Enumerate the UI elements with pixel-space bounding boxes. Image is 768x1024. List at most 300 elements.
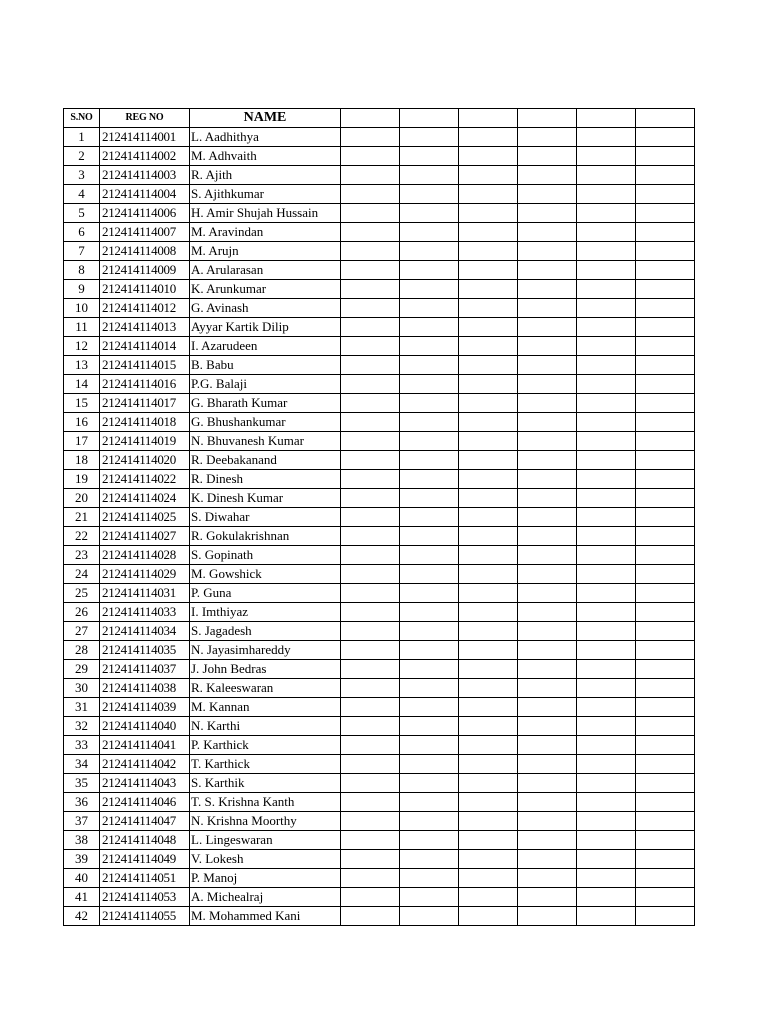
name-cell: M. Aravindan	[190, 223, 341, 242]
blank-cell	[341, 432, 400, 451]
blank-cell	[518, 394, 577, 413]
blank-cell	[577, 774, 636, 793]
name-cell: A. Michealraj	[190, 888, 341, 907]
blank-cell	[636, 451, 695, 470]
regno-cell: 212414114051	[100, 869, 190, 888]
blank-cell	[341, 185, 400, 204]
blank-cell	[459, 394, 518, 413]
blank-cell	[341, 546, 400, 565]
name-cell: R. Deebakanand	[190, 451, 341, 470]
table-row	[64, 413, 695, 432]
table-row	[64, 318, 695, 337]
table-row	[64, 356, 695, 375]
blank-cell	[400, 280, 459, 299]
blank-cell	[636, 489, 695, 508]
sno-cell: 31	[64, 698, 100, 717]
blank-cell	[341, 394, 400, 413]
blank-cell	[577, 869, 636, 888]
blank-cell	[459, 375, 518, 394]
regno-cell: 212414114006	[100, 204, 190, 223]
blank-cell	[341, 413, 400, 432]
blank-cell	[636, 185, 695, 204]
sno-cell: 3	[64, 166, 100, 185]
blank-cell	[636, 622, 695, 641]
blank-cell	[341, 907, 400, 926]
name-cell: S. Karthik	[190, 774, 341, 793]
blank-cell	[636, 166, 695, 185]
name-cell: M. Adhvaith	[190, 147, 341, 166]
blank-cell	[400, 755, 459, 774]
sno-cell: 35	[64, 774, 100, 793]
blank-cell	[577, 318, 636, 337]
blank-cell	[459, 337, 518, 356]
regno-cell: 212414114039	[100, 698, 190, 717]
blank-cell	[636, 508, 695, 527]
blank-cell	[459, 451, 518, 470]
blank-cell	[577, 375, 636, 394]
regno-cell: 212414114037	[100, 660, 190, 679]
sno-cell: 23	[64, 546, 100, 565]
blank-cell	[518, 280, 577, 299]
name-cell: K. Arunkumar	[190, 280, 341, 299]
blank-cell	[577, 185, 636, 204]
regno-header: REG NO	[100, 109, 190, 128]
blank-cell	[459, 907, 518, 926]
table-row	[64, 736, 695, 755]
table-row	[64, 223, 695, 242]
table-row	[64, 565, 695, 584]
name-cell: R. Dinesh	[190, 470, 341, 489]
blank-cell	[459, 736, 518, 755]
blank-cell	[636, 888, 695, 907]
table-row	[64, 242, 695, 261]
blank-cell	[400, 565, 459, 584]
blank-cell	[459, 432, 518, 451]
blank-cell	[636, 204, 695, 223]
blank-cell	[459, 793, 518, 812]
blank-cell	[518, 451, 577, 470]
blank-cell	[341, 584, 400, 603]
blank-cell	[577, 546, 636, 565]
blank-cell	[400, 413, 459, 432]
blank-cell	[459, 698, 518, 717]
blank-cell	[400, 204, 459, 223]
sno-cell: 42	[64, 907, 100, 926]
blank-cell	[341, 223, 400, 242]
blank-header-cell	[518, 109, 577, 128]
sno-cell: 9	[64, 280, 100, 299]
table-row	[64, 128, 695, 147]
blank-cell	[577, 641, 636, 660]
blank-cell	[636, 242, 695, 261]
name-cell: N. Krishna Moorthy	[190, 812, 341, 831]
blank-cell	[577, 470, 636, 489]
name-cell: B. Babu	[190, 356, 341, 375]
sno-cell: 19	[64, 470, 100, 489]
table-row	[64, 641, 695, 660]
name-cell: P.G. Balaji	[190, 375, 341, 394]
sno-cell: 10	[64, 299, 100, 318]
blank-cell	[577, 888, 636, 907]
blank-cell	[577, 413, 636, 432]
sno-cell: 16	[64, 413, 100, 432]
blank-cell	[459, 717, 518, 736]
name-cell: M. Gowshick	[190, 565, 341, 584]
blank-cell	[577, 679, 636, 698]
blank-cell	[459, 869, 518, 888]
name-cell: M. Kannan	[190, 698, 341, 717]
blank-cell	[518, 850, 577, 869]
blank-cell	[341, 565, 400, 584]
table-row	[64, 850, 695, 869]
blank-cell	[518, 489, 577, 508]
blank-cell	[341, 869, 400, 888]
name-cell: M. Arujn	[190, 242, 341, 261]
blank-cell	[636, 717, 695, 736]
blank-cell	[459, 185, 518, 204]
blank-cell	[577, 584, 636, 603]
blank-cell	[341, 850, 400, 869]
regno-cell: 212414114031	[100, 584, 190, 603]
blank-cell	[400, 869, 459, 888]
blank-cell	[400, 337, 459, 356]
blank-cell	[341, 527, 400, 546]
blank-cell	[518, 318, 577, 337]
name-cell: R. Gokulakrishnan	[190, 527, 341, 546]
blank-cell	[636, 755, 695, 774]
table-row	[64, 584, 695, 603]
regno-cell: 212414114029	[100, 565, 190, 584]
name-cell: T. S. Krishna Kanth	[190, 793, 341, 812]
table-row	[64, 907, 695, 926]
blank-cell	[459, 299, 518, 318]
name-cell: R. Ajith	[190, 166, 341, 185]
blank-cell	[400, 850, 459, 869]
blank-cell	[400, 679, 459, 698]
table-row	[64, 375, 695, 394]
blank-cell	[400, 318, 459, 337]
blank-cell	[341, 793, 400, 812]
name-cell: P. Manoj	[190, 869, 341, 888]
blank-cell	[341, 128, 400, 147]
blank-cell	[636, 660, 695, 679]
blank-cell	[459, 508, 518, 527]
blank-cell	[518, 793, 577, 812]
regno-cell: 212414114014	[100, 337, 190, 356]
regno-cell: 212414114035	[100, 641, 190, 660]
blank-cell	[518, 470, 577, 489]
blank-cell	[459, 812, 518, 831]
name-cell: S. Ajithkumar	[190, 185, 341, 204]
blank-cell	[577, 280, 636, 299]
regno-cell: 212414114049	[100, 850, 190, 869]
blank-cell	[400, 527, 459, 546]
blank-cell	[518, 774, 577, 793]
blank-cell	[518, 717, 577, 736]
sno-cell: 26	[64, 603, 100, 622]
blank-cell	[400, 698, 459, 717]
blank-cell	[636, 546, 695, 565]
blank-cell	[400, 736, 459, 755]
name-cell: S. Gopinath	[190, 546, 341, 565]
sno-cell: 8	[64, 261, 100, 280]
name-cell: M. Mohammed Kani	[190, 907, 341, 926]
blank-cell	[400, 717, 459, 736]
blank-cell	[459, 527, 518, 546]
blank-cell	[577, 698, 636, 717]
roster-body	[64, 128, 695, 926]
name-cell: H. Amir Shujah Hussain	[190, 204, 341, 223]
regno-cell: 212414114003	[100, 166, 190, 185]
blank-cell	[459, 280, 518, 299]
blank-cell	[636, 394, 695, 413]
name-cell: V. Lokesh	[190, 850, 341, 869]
blank-cell	[459, 622, 518, 641]
table-row	[64, 793, 695, 812]
blank-cell	[577, 128, 636, 147]
blank-cell	[459, 660, 518, 679]
regno-cell: 212414114008	[100, 242, 190, 261]
blank-header-cell	[400, 109, 459, 128]
blank-cell	[341, 641, 400, 660]
blank-cell	[400, 793, 459, 812]
name-cell: S. Diwahar	[190, 508, 341, 527]
name-cell: R. Kaleeswaran	[190, 679, 341, 698]
blank-cell	[459, 261, 518, 280]
blank-cell	[341, 489, 400, 508]
sno-cell: 20	[64, 489, 100, 508]
name-cell: G. Bharath Kumar	[190, 394, 341, 413]
blank-cell	[636, 223, 695, 242]
blank-cell	[459, 755, 518, 774]
blank-cell	[341, 679, 400, 698]
blank-cell	[577, 717, 636, 736]
sno-cell: 5	[64, 204, 100, 223]
blank-cell	[518, 660, 577, 679]
blank-cell	[636, 375, 695, 394]
sno-cell: 14	[64, 375, 100, 394]
table-row	[64, 546, 695, 565]
sno-cell: 13	[64, 356, 100, 375]
regno-cell: 212414114010	[100, 280, 190, 299]
blank-cell	[459, 584, 518, 603]
regno-cell: 212414114040	[100, 717, 190, 736]
blank-cell	[636, 641, 695, 660]
blank-cell	[459, 565, 518, 584]
table-row	[64, 432, 695, 451]
blank-cell	[577, 356, 636, 375]
blank-cell	[636, 527, 695, 546]
blank-cell	[636, 603, 695, 622]
blank-cell	[577, 299, 636, 318]
table-row	[64, 489, 695, 508]
sno-cell: 37	[64, 812, 100, 831]
table-row	[64, 774, 695, 793]
blank-cell	[341, 204, 400, 223]
blank-cell	[636, 907, 695, 926]
blank-cell	[577, 337, 636, 356]
blank-cell	[400, 831, 459, 850]
blank-cell	[636, 261, 695, 280]
blank-cell	[518, 907, 577, 926]
blank-cell	[459, 147, 518, 166]
blank-cell	[636, 318, 695, 337]
regno-cell: 212414114025	[100, 508, 190, 527]
sno-header: S.NO	[64, 109, 100, 128]
regno-cell: 212414114053	[100, 888, 190, 907]
blank-cell	[459, 204, 518, 223]
blank-cell	[577, 736, 636, 755]
blank-cell	[577, 242, 636, 261]
blank-cell	[577, 907, 636, 926]
blank-cell	[577, 166, 636, 185]
blank-cell	[636, 280, 695, 299]
blank-cell	[341, 337, 400, 356]
table-row	[64, 679, 695, 698]
blank-cell	[400, 185, 459, 204]
table-row	[64, 261, 695, 280]
regno-cell: 212414114028	[100, 546, 190, 565]
blank-cell	[400, 375, 459, 394]
blank-cell	[518, 432, 577, 451]
table-row	[64, 470, 695, 489]
regno-cell: 212414114002	[100, 147, 190, 166]
blank-cell	[518, 261, 577, 280]
sno-cell: 34	[64, 755, 100, 774]
regno-cell: 212414114016	[100, 375, 190, 394]
blank-cell	[400, 622, 459, 641]
blank-cell	[459, 774, 518, 793]
sno-cell: 30	[64, 679, 100, 698]
regno-cell: 212414114047	[100, 812, 190, 831]
blank-cell	[518, 565, 577, 584]
blank-cell	[341, 831, 400, 850]
blank-cell	[400, 128, 459, 147]
blank-cell	[341, 261, 400, 280]
table-row	[64, 660, 695, 679]
blank-cell	[518, 869, 577, 888]
sno-cell: 7	[64, 242, 100, 261]
blank-cell	[400, 432, 459, 451]
sno-cell: 32	[64, 717, 100, 736]
sno-cell: 12	[64, 337, 100, 356]
blank-cell	[400, 299, 459, 318]
blank-cell	[341, 451, 400, 470]
blank-cell	[636, 850, 695, 869]
table-row	[64, 185, 695, 204]
sno-cell: 36	[64, 793, 100, 812]
sno-cell: 11	[64, 318, 100, 337]
blank-cell	[518, 584, 577, 603]
blank-cell	[518, 546, 577, 565]
blank-cell	[518, 755, 577, 774]
table-row	[64, 299, 695, 318]
blank-cell	[577, 527, 636, 546]
sno-cell: 1	[64, 128, 100, 147]
sno-cell: 27	[64, 622, 100, 641]
blank-cell	[400, 603, 459, 622]
blank-cell	[400, 508, 459, 527]
table-row	[64, 147, 695, 166]
regno-cell: 212414114017	[100, 394, 190, 413]
sno-cell: 18	[64, 451, 100, 470]
sno-cell: 2	[64, 147, 100, 166]
regno-cell: 212414114033	[100, 603, 190, 622]
blank-cell	[577, 603, 636, 622]
name-cell: P. Guna	[190, 584, 341, 603]
blank-cell	[577, 432, 636, 451]
blank-cell	[636, 413, 695, 432]
blank-cell	[577, 489, 636, 508]
blank-cell	[400, 660, 459, 679]
blank-cell	[400, 641, 459, 660]
blank-cell	[518, 812, 577, 831]
blank-cell	[518, 356, 577, 375]
blank-cell	[400, 546, 459, 565]
blank-cell	[518, 508, 577, 527]
blank-cell	[636, 698, 695, 717]
table-row	[64, 527, 695, 546]
blank-cell	[341, 147, 400, 166]
table-row	[64, 831, 695, 850]
blank-cell	[636, 679, 695, 698]
table-row	[64, 812, 695, 831]
sno-cell: 22	[64, 527, 100, 546]
blank-cell	[577, 793, 636, 812]
blank-cell	[518, 128, 577, 147]
blank-cell	[341, 660, 400, 679]
blank-cell	[577, 831, 636, 850]
sno-cell: 15	[64, 394, 100, 413]
blank-cell	[577, 622, 636, 641]
table-row	[64, 622, 695, 641]
table-row	[64, 698, 695, 717]
sno-cell: 33	[64, 736, 100, 755]
blank-cell	[518, 337, 577, 356]
sno-cell: 6	[64, 223, 100, 242]
name-cell: N. Karthi	[190, 717, 341, 736]
blank-cell	[459, 850, 518, 869]
regno-cell: 212414114042	[100, 755, 190, 774]
blank-cell	[577, 261, 636, 280]
blank-cell	[341, 470, 400, 489]
blank-cell	[577, 812, 636, 831]
blank-cell	[518, 223, 577, 242]
blank-cell	[459, 356, 518, 375]
blank-cell	[518, 204, 577, 223]
blank-cell	[636, 299, 695, 318]
blank-cell	[577, 394, 636, 413]
name-cell: J. John Bedras	[190, 660, 341, 679]
blank-cell	[459, 413, 518, 432]
regno-cell: 212414114020	[100, 451, 190, 470]
blank-cell	[636, 774, 695, 793]
blank-cell	[577, 508, 636, 527]
blank-cell	[636, 869, 695, 888]
blank-cell	[459, 888, 518, 907]
regno-cell: 212414114019	[100, 432, 190, 451]
blank-cell	[459, 641, 518, 660]
blank-cell	[577, 660, 636, 679]
blank-cell	[341, 508, 400, 527]
table-row	[64, 166, 695, 185]
blank-cell	[341, 356, 400, 375]
blank-cell	[518, 888, 577, 907]
blank-cell	[400, 907, 459, 926]
sno-cell: 24	[64, 565, 100, 584]
regno-cell: 212414114043	[100, 774, 190, 793]
name-header: NAME	[190, 109, 341, 128]
